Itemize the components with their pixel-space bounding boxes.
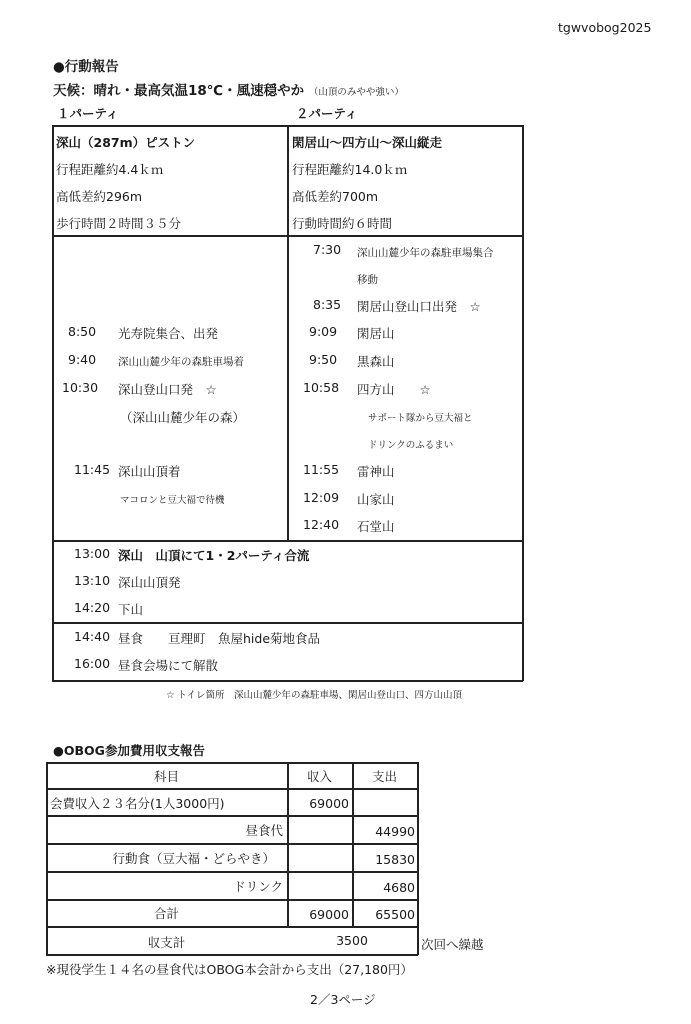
party2-entry-time: 12:09 — [303, 490, 340, 505]
finance-row-item: 昼食代 — [245, 823, 283, 838]
party2-label: ２パーティ — [296, 106, 358, 121]
party2-entry-text: 黒森山 — [357, 354, 395, 369]
finance-header-income: 収入 — [306, 769, 332, 784]
finance-footnote: ※現役学生１４名の昼食代はOBOG本会計から支出（27,180円） — [46, 962, 413, 977]
joint-entry-time: 14:20 — [74, 600, 111, 615]
party1-entry-text: マコロンと豆大福で待機 — [120, 495, 225, 506]
party1-entry-text: 深山山麓少年の森駐車場着 — [118, 356, 244, 368]
activity-report-heading: ●行動報告 — [53, 59, 119, 75]
lunch-entry-text: 昼食 亘理町 魚屋hide菊地食品 — [118, 631, 321, 646]
party1-entry-text: 深山山頂着 — [118, 464, 181, 479]
document-code: tgwvobog2025 — [558, 20, 652, 35]
weather-line — [53, 79, 404, 99]
party2-entry-time: 10:58 — [303, 380, 340, 395]
party2-entry-time: 12:40 — [303, 517, 340, 532]
joint-entry-text: 下山 — [118, 602, 144, 617]
joint-entry-text: 深山山頂発 — [118, 575, 181, 590]
party1-distance: 行程距離約4.4ｋｍ — [56, 162, 164, 177]
lunch-entry-time: 16:00 — [74, 656, 111, 671]
party2-entry-time: 11:55 — [303, 462, 340, 477]
party2-entry-text: 閑居山 — [357, 326, 395, 341]
party2-entry-time: 8:35 — [313, 297, 342, 312]
finance-total-income: 69000 — [309, 907, 349, 922]
party1-entry-time: 9:40 — [68, 352, 97, 367]
joint-entry-text: 深山 山頂にて1・2パーティ合流 — [118, 548, 310, 563]
party1-elevation: 高低差約296m — [56, 189, 143, 204]
party2-entry-text: 移動 — [357, 274, 378, 286]
finance-row-item: 会費収入２３名分(1人3000円) — [50, 796, 225, 811]
weather-main: 天候：晴れ・最高気温18℃・風速穏やか — [53, 83, 305, 99]
lunch-entry-text: 昼食会場にて解散 — [118, 658, 219, 673]
party2-elevation: 高低差約700m — [292, 189, 379, 204]
party2-entry-text: 石堂山 — [357, 519, 395, 534]
party2-entry-time: 9:50 — [309, 352, 338, 367]
party2-entry-text: 四方山 ☆ — [357, 382, 431, 397]
party1-entry-text: （深山山麓少年の森） — [120, 410, 246, 425]
party2-entry-text: ドリンクのふるまい — [368, 440, 454, 451]
party2-distance: 行程距離約14.0ｋｍ — [292, 162, 408, 177]
party1-time: 歩行時間２時間３５分 — [56, 216, 182, 231]
finance-carryover-note: 次回へ繰越 — [421, 937, 484, 952]
finance-row-item: 行動食（豆大福・どらやき） — [112, 851, 275, 866]
finance-row-item: ドリンク — [233, 879, 283, 894]
party1-entry-time: 8:50 — [68, 324, 97, 339]
finance-row-income: 69000 — [309, 796, 349, 811]
party2-entry-text: サポート隊から豆大福と — [368, 413, 473, 424]
toilet-footnote: ☆ トイレ箇所 深山山麓少年の森駐車場、閑居山登山口、四方山山頂 — [166, 690, 463, 701]
page-number: 2／3ページ — [310, 992, 376, 1007]
party2-entry-text: 雷神山 — [357, 464, 395, 479]
finance-balance-label: 収支計 — [147, 935, 186, 950]
party2-entry-time: 9:09 — [309, 324, 338, 339]
finance-row-expense: 44990 — [375, 824, 415, 839]
party1-route: 深山（287m）ピストン — [56, 135, 196, 150]
finance-total-expense: 65500 — [375, 907, 415, 922]
party1-entry-time: 11:45 — [74, 462, 111, 477]
party2-entry-text: 山家山 — [357, 492, 395, 507]
finance-heading: ●OBOG参加費用収支報告 — [53, 743, 205, 758]
party2-entry-text: 閑居山登山口出発 ☆ — [357, 299, 481, 314]
lunch-entry-time: 14:40 — [74, 629, 111, 644]
party2-entry-text: 深山山麓少年の森駐車場集合 — [357, 247, 494, 259]
finance-row-expense: 15830 — [375, 852, 415, 867]
party1-entry-text: 光寿院集合、出発 — [118, 326, 219, 341]
finance-header-expense: 支出 — [371, 769, 397, 784]
finance-row-expense: 4680 — [383, 880, 415, 895]
finance-header-item: 科目 — [153, 769, 179, 784]
party1-entry-text: 深山登山口発 ☆ — [118, 382, 217, 397]
party2-route: 閑居山～四方山～深山縦走 — [292, 135, 443, 150]
joint-entry-time: 13:00 — [74, 546, 111, 561]
finance-balance-value: 3500 — [336, 933, 368, 948]
weather-note: （山頂のみやや強い） — [308, 87, 404, 98]
party1-entry-time: 10:30 — [62, 380, 99, 395]
party1-label: １パーティ — [57, 106, 119, 121]
party2-entry-time: 7:30 — [313, 242, 342, 257]
finance-total-label: 合計 — [153, 906, 179, 921]
joint-entry-time: 13:10 — [74, 573, 111, 588]
party2-time: 行動時間約６時間 — [292, 216, 393, 231]
